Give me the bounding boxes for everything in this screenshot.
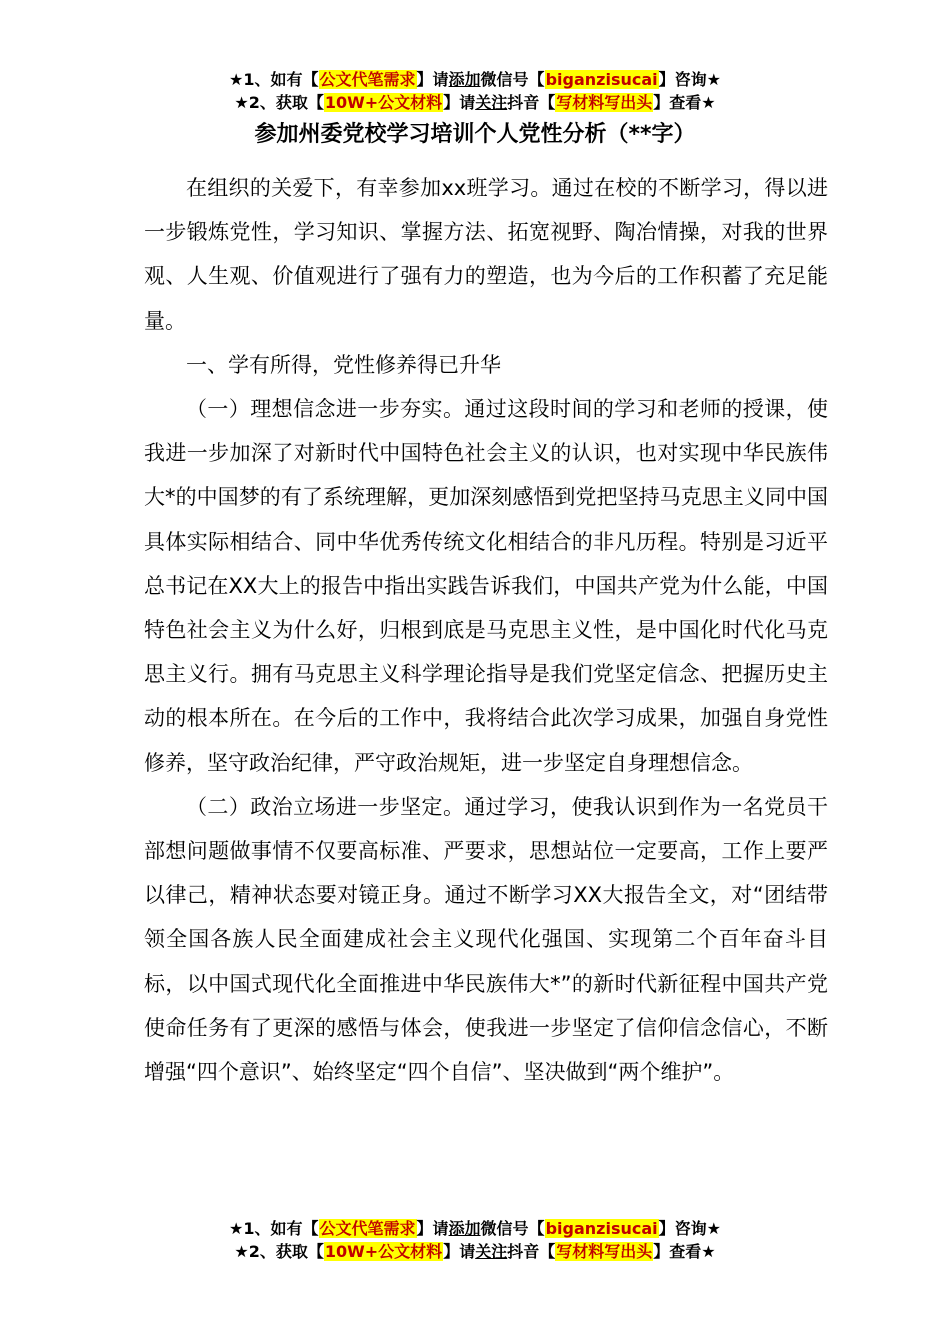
footer-promo-banner — [0, 1217, 950, 1263]
footer-promo-line-1-underlined: 添加 — [448, 1219, 481, 1238]
footer-promo-line-1-prefix: ★1、如有【 — [229, 1219, 319, 1238]
section-heading-1: 一、学有所得，党性修养得已升华 — [186, 352, 501, 377]
footer-promo-line-2-mid: 】请 — [443, 1242, 476, 1261]
promo-line-1-highlight-wechat: biganzisucai — [545, 70, 658, 89]
footer-promo-line-2-mid2: 抖音【 — [507, 1242, 556, 1261]
paragraph-ideals: （一）理想信念进一步夯实。通过这段时间的学习和老师的授课，使我进一步加深了对新时代中国特色社会主义的认识，也对实现中华民族伟大*的中国梦的有了系统理解，更加深刻感悟到党把坚持马克思主义同中国具体实际相结合、同中华优秀传统文化相结合的非凡历程。特别是习近平总书记在XX大上的报告中指出实践告诉我们，中国共产党为什么能，中国特色社会主义为什么好，归根到底是马克思主义性，是中国化时代化马克思主义行。拥有马克思主义科学理论指导是我们党坚定信念、把握历史主动的根本所在。在今后的工作中，我将结合此次学习成果，加强自身党性修养，坚守政治纪律，严守政治规矩，进一步坚定自身理想信念。 — [144, 397, 828, 775]
footer-promo-line-2-highlight-materials: 10W+公文材料 — [324, 1242, 443, 1261]
paragraph-political-stance: （二）政治立场进一步坚定。通过学习，使我认识到作为一名党员干部想问题做事情不仅要高标准、严要求，思想站位一定要高，工作上要严以律己，精神状态要对镜正身。通过不断学习XX大报告全文，对“团结带领全国各族人民全面建成社会主义现代化强国、实现第二个百年奋斗目标，以中国式现代化全面推进中华民族伟大*”的新时代新征程中国共产党使命任务有了更深的感悟与体会，使我进一步坚定了信仰信念信心，不断增强“四个意识”、始终坚定“四个自信”、坚决做到“两个维护”。 — [144, 794, 828, 1085]
footer-promo-line-1-mid: 】请 — [416, 1219, 449, 1238]
promo-line-2 — [0, 91, 950, 114]
promo-line-2-prefix: ★2、获取【 — [234, 93, 324, 112]
paragraph-intro: 在组织的关爱下，有幸参加xx班学习。通过在校的不断学习，得以进一步锻炼党性，学习知识、掌握方法、拓宽视野、陶冶情操，对我的世界观、人生观、价值观进行了强有力的塑造，也为今后的工作积蓄了充足能量。 — [144, 176, 828, 333]
footer-promo-line-1-suffix: 】咨询★ — [658, 1219, 721, 1238]
promo-line-1-suffix: 】咨询★ — [658, 70, 721, 89]
document-title: 参加州委党校学习培训个人党性分析（**字） — [254, 122, 696, 147]
promo-line-2-mid2: 抖音【 — [507, 93, 556, 112]
promo-line-2-highlight-materials: 10W+公文材料 — [324, 93, 443, 112]
promo-line-2-suffix: 】查看★ — [653, 93, 716, 112]
promo-line-2-mid: 】请 — [443, 93, 476, 112]
footer-promo-line-1 — [0, 1217, 950, 1240]
footer-promo-line-2-suffix: 】查看★ — [653, 1242, 716, 1261]
promo-line-1-underlined: 添加 — [448, 70, 481, 89]
promo-line-1 — [0, 68, 950, 91]
footer-promo-line-1-mid2: 微信号【 — [480, 1219, 545, 1238]
footer-promo-line-1-highlight-wechat: biganzisucai — [545, 1219, 658, 1238]
footer-promo-line-2 — [0, 1240, 950, 1263]
footer-promo-line-2-highlight-douyin: 写材料写出头 — [556, 1242, 653, 1261]
footer-promo-line-1-highlight-service: 公文代笔需求 — [319, 1219, 416, 1238]
promo-line-1-highlight-service: 公文代笔需求 — [319, 70, 416, 89]
promo-line-2-highlight-douyin: 写材料写出头 — [556, 93, 653, 112]
footer-promo-line-2-prefix: ★2、获取【 — [234, 1242, 324, 1261]
document-body — [144, 166, 828, 1094]
promo-line-1-prefix: ★1、如有【 — [229, 70, 319, 89]
header-promo-banner — [0, 68, 950, 114]
promo-line-1-mid2: 微信号【 — [480, 70, 545, 89]
footer-promo-line-2-underlined: 关注 — [475, 1242, 508, 1261]
promo-line-1-mid: 】请 — [416, 70, 449, 89]
promo-line-2-underlined: 关注 — [475, 93, 508, 112]
